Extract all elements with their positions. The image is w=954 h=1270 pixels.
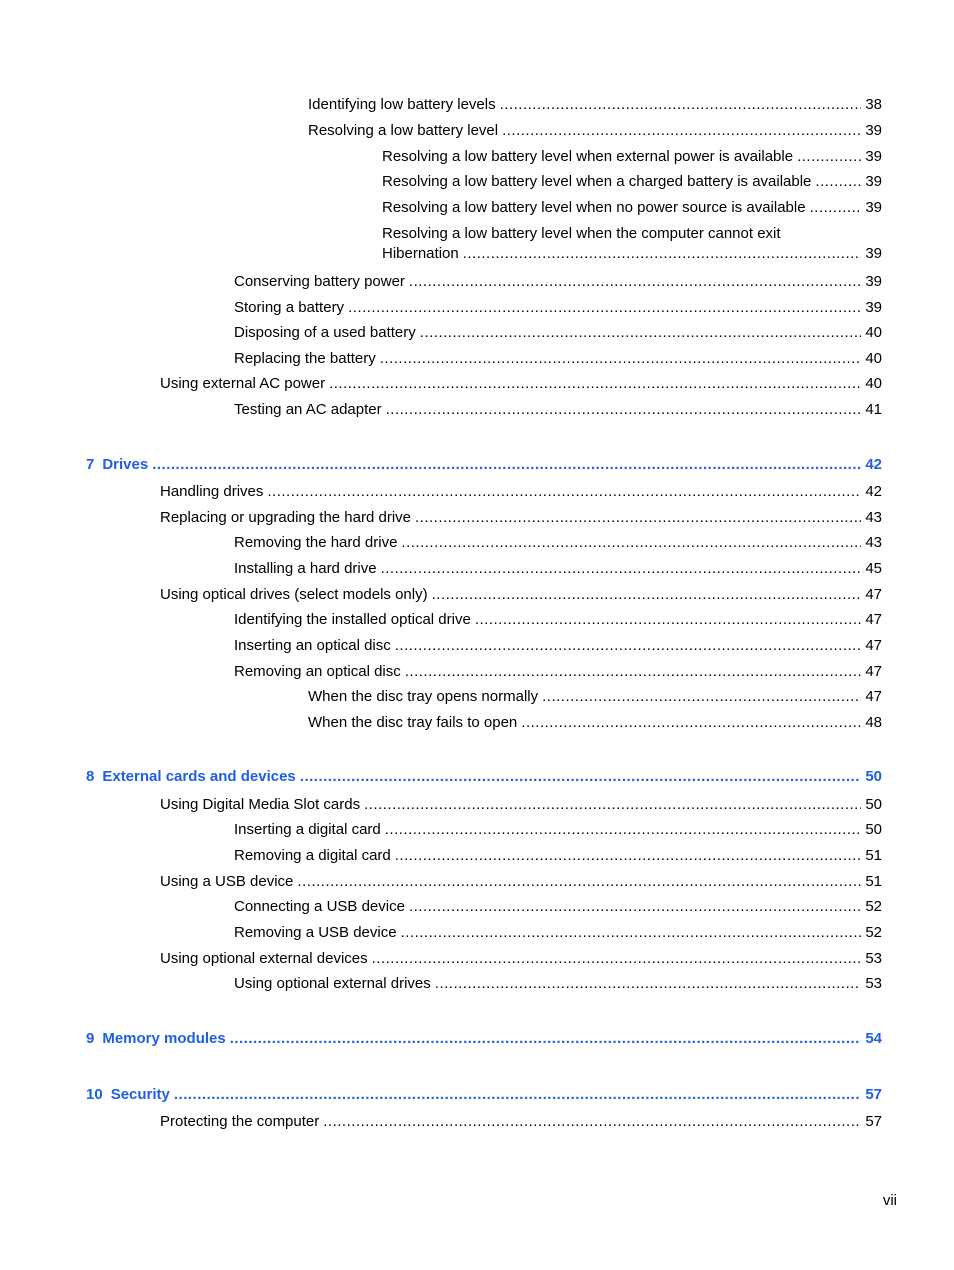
toc-entry-title: Connecting a USB device [234, 898, 405, 915]
toc-entry-page: 39 [865, 299, 882, 316]
dot-leader [415, 509, 861, 527]
dot-leader [174, 1086, 861, 1104]
toc-entry-title: Identifying the installed optical drive [234, 611, 471, 628]
toc-entry-page: 40 [865, 375, 882, 392]
dot-leader [409, 898, 861, 916]
dot-leader [542, 688, 861, 706]
dot-leader [521, 714, 861, 732]
toc-entry-title-line1: Resolving a low battery level when the computer cannot exit [382, 225, 781, 242]
dot-leader [364, 796, 861, 814]
chapter-number: 7 [86, 456, 95, 473]
toc-entry-page: 40 [865, 350, 882, 367]
toc-entry-title: Handling drives [160, 483, 264, 500]
toc-entry-page: 39 [865, 199, 882, 216]
toc-entry-resolving-cannot-exit-hibernation[interactable] [382, 225, 882, 263]
toc-entry-page: 47 [865, 688, 882, 705]
toc-entry-page: 52 [865, 898, 882, 915]
toc-entry-page: 47 [865, 637, 882, 654]
dot-leader [810, 199, 862, 217]
toc-entry-inserting-digital-card[interactable] [234, 821, 882, 839]
toc-entry-page: 57 [865, 1113, 882, 1130]
toc-entry-page: 57 [865, 1086, 882, 1103]
toc-entry-disc-tray-fails-to-open[interactable] [308, 714, 882, 732]
chapter-number: 10 [86, 1086, 103, 1103]
toc-entry-conserving-battery-power[interactable] [234, 273, 882, 291]
toc-entry-identifying-optical-drive[interactable] [234, 611, 882, 629]
toc-entry-page: 51 [865, 847, 882, 864]
toc-entry-connecting-usb-device[interactable] [234, 898, 882, 916]
toc-entry-title: Disposing of a used battery [234, 324, 416, 341]
dot-leader [385, 821, 862, 839]
toc-entry-removing-digital-card[interactable] [234, 847, 882, 865]
toc-entry-protecting-the-computer[interactable] [160, 1113, 882, 1131]
toc-entry-inserting-optical-disc[interactable] [234, 637, 882, 655]
toc-chapter-security[interactable] [86, 1086, 882, 1104]
toc-entry-page: 39 [865, 122, 882, 139]
toc-entry-page: 39 [865, 245, 882, 262]
dot-leader [300, 768, 862, 786]
dot-leader [502, 122, 861, 140]
toc-entry-title: Protecting the computer [160, 1113, 320, 1130]
toc-entry-using-external-ac-power[interactable] [160, 375, 882, 393]
toc-entry-page: 50 [865, 768, 882, 785]
toc-entry-replacing-hard-drive[interactable] [160, 509, 882, 527]
toc-entry-removing-hard-drive[interactable] [234, 534, 882, 552]
dot-leader [380, 350, 862, 368]
toc-entry-title: Using external AC power [160, 375, 326, 392]
toc-chapter-external-cards-and-devices[interactable] [86, 768, 882, 786]
toc-entry-resolving-charged-battery[interactable] [382, 173, 882, 191]
toc-entry-page: 47 [865, 663, 882, 680]
toc-entry-page: 39 [865, 273, 882, 290]
toc-entry-title: Resolving a low battery level when external power is available [382, 148, 794, 165]
toc-entry-replacing-the-battery[interactable] [234, 350, 882, 368]
toc-entry-removing-optical-disc[interactable] [234, 663, 882, 681]
dot-leader [348, 299, 861, 317]
toc-entry-page: 39 [865, 148, 882, 165]
toc-entry-title: Using a USB device [160, 873, 294, 890]
toc-entry-using-usb-device[interactable] [160, 873, 882, 891]
toc-entry-resolving-no-power-source[interactable] [382, 199, 882, 217]
toc-entry-title: Replacing the battery [234, 350, 376, 367]
toc-entry-page: 42 [865, 456, 882, 473]
dot-leader [420, 324, 862, 342]
toc-entry-page: 48 [865, 714, 882, 731]
chapter-number: 9 [86, 1030, 95, 1047]
chapter-title: External cards and devices [102, 768, 296, 785]
toc-entry-removing-usb-device[interactable] [234, 924, 882, 942]
chapter-title: Drives [102, 456, 149, 473]
toc-entry-page: 47 [865, 586, 882, 603]
toc-entry-page: 40 [865, 324, 882, 341]
chapter-title: Memory modules [102, 1030, 226, 1047]
dot-leader [372, 950, 862, 968]
dot-leader [323, 1113, 861, 1131]
toc-entry-title: Using optional external devices [160, 950, 368, 967]
dot-leader [409, 273, 861, 291]
toc-entry-title: Resolving a low battery level [308, 122, 499, 139]
page-number: vii [882, 1192, 897, 1209]
toc-entry-title: When the disc tray fails to open [308, 714, 518, 731]
toc-entry-title: Resolving a low battery level when a charged battery is available [382, 173, 812, 190]
toc-entry-using-optional-external-drives[interactable] [234, 975, 882, 993]
toc-entry-title: Replacing or upgrading the hard drive [160, 509, 411, 526]
toc-entry-page: 43 [865, 509, 882, 526]
dot-leader [463, 245, 862, 263]
toc-entry-title: Inserting a digital card [234, 821, 381, 838]
toc-entry-page: 50 [865, 821, 882, 838]
toc-entry-using-optical-drives[interactable] [160, 586, 882, 604]
toc-chapter-drives[interactable] [86, 456, 882, 474]
dot-leader [401, 534, 861, 552]
toc-entry-title: Using optional external drives [234, 975, 431, 992]
toc-chapter-memory-modules[interactable] [86, 1030, 882, 1048]
toc-entry-installing-hard-drive[interactable] [234, 560, 882, 578]
dot-leader [432, 586, 862, 604]
toc-entry-title: Inserting an optical disc [234, 637, 391, 654]
toc-entry-page: 42 [865, 483, 882, 500]
toc-entry-resolving-external-power[interactable] [382, 148, 882, 166]
toc-entry-title: Removing an optical disc [234, 663, 401, 680]
toc-entry-disc-tray-opens-normally[interactable] [308, 688, 882, 706]
toc-entry-title: Storing a battery [234, 299, 345, 316]
chapter-number: 8 [86, 768, 95, 785]
toc-entry-title: Removing the hard drive [234, 534, 398, 551]
toc-entry-title: Resolving a low battery level when no power source is available [382, 199, 806, 216]
dot-leader [230, 1030, 862, 1048]
toc-entry-title: Installing a hard drive [234, 560, 377, 577]
toc-entry-page: 53 [865, 950, 882, 967]
toc-entry-title: Hibernation [382, 245, 459, 262]
toc-entry-storing-a-battery[interactable] [234, 299, 882, 317]
toc-entry-page: 54 [865, 1030, 882, 1047]
dot-leader [386, 401, 862, 419]
toc-entry-title: Removing a digital card [234, 847, 391, 864]
dot-leader [797, 148, 861, 166]
toc-entry-resolving-low-battery-level[interactable] [308, 122, 882, 140]
toc-entry-title: Using Digital Media Slot cards [160, 796, 361, 813]
toc-entry-digital-media-slot-cards[interactable] [160, 796, 882, 814]
toc-entry-title: Conserving battery power [234, 273, 405, 290]
toc-entry-title: Testing an AC adapter [234, 401, 382, 418]
dot-leader [267, 483, 861, 501]
dot-leader [815, 173, 861, 191]
toc-entry-page: 43 [865, 534, 882, 551]
toc-entry-using-optional-external-devices[interactable] [160, 950, 882, 968]
dot-leader [475, 611, 862, 629]
dot-leader [405, 663, 862, 681]
dot-leader [395, 847, 862, 865]
dot-leader [435, 975, 862, 993]
toc-entry-title: Removing a USB device [234, 924, 397, 941]
toc-entry-disposing-used-battery[interactable] [234, 324, 882, 342]
toc-entry-page: 39 [865, 173, 882, 190]
toc-entry-title: When the disc tray opens normally [308, 688, 539, 705]
dot-leader [297, 873, 861, 891]
toc-entry-page: 52 [865, 924, 882, 941]
toc-entry-page: 47 [865, 611, 882, 628]
dot-leader [152, 456, 861, 474]
chapter-title: Security [110, 1086, 170, 1103]
toc-entry-title: Using optical drives (select models only) [160, 586, 428, 603]
toc-entry-page: 51 [865, 873, 882, 890]
toc-entry-testing-ac-adapter[interactable] [234, 401, 882, 419]
dot-leader [500, 96, 862, 114]
toc-entry-identifying-low-battery-levels[interactable] [308, 96, 882, 114]
toc-entry-title: Identifying low battery levels [308, 96, 496, 113]
toc-entry-handling-drives[interactable] [160, 483, 882, 501]
dot-leader [381, 560, 862, 578]
toc-entry-page: 53 [865, 975, 882, 992]
toc-entry-page: 41 [865, 401, 882, 418]
dot-leader [395, 637, 862, 655]
dot-leader [329, 375, 861, 393]
toc-entry-page: 38 [865, 96, 882, 113]
dot-leader [401, 924, 862, 942]
toc-entry-page: 45 [865, 560, 882, 577]
toc-entry-page: 50 [865, 796, 882, 813]
